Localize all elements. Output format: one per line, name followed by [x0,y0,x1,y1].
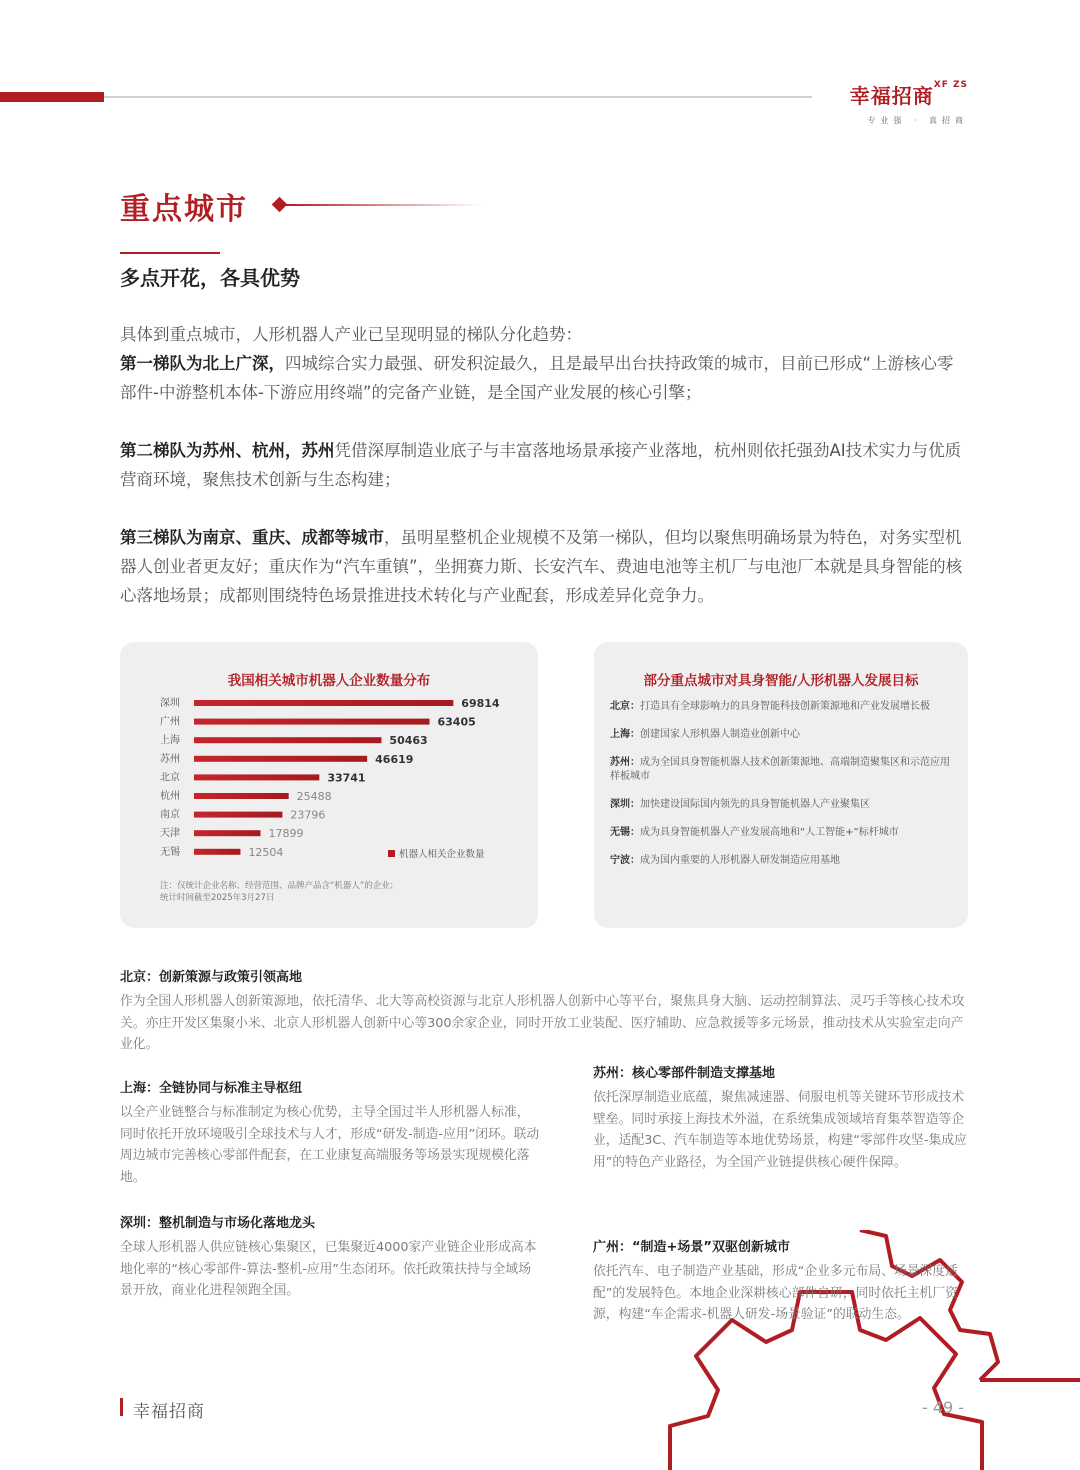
value-label: 17899 [268,827,304,841]
city-head: 广州：“制造+场景”双驱创新城市 [593,1240,790,1255]
tier3-bold: 第三梯队为南京、重庆、成都等城市 [120,528,384,547]
goal-text: 加快建设国际国内领先的具身智能机器人产业聚集区 [640,799,870,810]
tier1-text: 四城综合实力最强、研发积淀最久，且是最早出台扶持政策的城市，目前已形成“上游核心零部件-中游整机本体-下游应用终端”的完备产业链，是全国产业发展的核心引擎； [120,354,954,402]
intro-lead: 具体到重点城市，人形机器人产业已呈现明显的梯队分化趋势： [120,325,582,344]
chart-note-line2: 统计时间截至2025年3月27日 [160,893,275,903]
city-beijing [120,966,970,1056]
goals-card [594,642,968,928]
category-label: 北京 [160,772,180,784]
bar [194,812,282,818]
goal-text: 打造具有全球影响力的具身智能科技创新策源地和产业发展增长极 [640,701,930,712]
legend-label: 机器人相关企业数量 [399,849,485,860]
category-label: 深圳 [160,698,180,709]
brand-slogan: 专业强 · 真招商 [867,116,968,125]
goal-list [610,700,955,882]
category-label: 上海 [160,735,180,747]
bar [194,700,453,706]
city-head: 苏州：核心零部件制造支撑基地 [593,1066,776,1081]
goal-item [610,756,955,784]
brand-name: 幸福招商 [849,84,934,108]
value-label: 25488 [296,790,332,803]
value-label: 46619 [375,752,414,766]
category-label: 无锡 [160,846,180,858]
tier1-bold: 第一梯队为北上广深， [120,354,285,373]
intro-text [120,320,970,639]
category-label: 天津 [160,828,180,840]
city-head: 上海：全链协同与标准主导枢纽 [120,1081,303,1096]
section-title: 重点城市 [120,192,248,227]
brand-block [850,80,968,126]
bar [194,737,381,743]
city-head: 北京：创新策源与政策引领高地 [120,970,303,985]
bar-chart [120,692,538,880]
goal-item [610,700,955,714]
city-shenzhen [120,1212,540,1302]
bar [194,719,430,725]
goal-item [610,826,955,840]
bar [194,793,289,799]
intro-tier1 [120,349,970,407]
subtitle-bar [120,252,220,254]
goal-item [610,854,955,868]
goal-city: 苏州： [610,757,640,768]
bar [194,830,260,836]
goal-item [610,728,955,742]
goal-text: 成为国内重要的人形机器人研发制造应用基地 [640,855,840,866]
chart-note-line1: 注：仅统计企业名称、经营范围、品牌产品含“机器人”的企业； [160,881,399,891]
category-label: 苏州 [160,753,180,765]
value-label: 12504 [248,845,284,859]
city-body: 依托深厚制造业底蕴，聚焦减速器、伺服电机等关键环节形成技术壁垒。同时承接上海技术外溢，在系统集成领域培育集萃智造等企业，适配3C、汽车制造等本地优势场景，构建“零部件攻坚-集成应用”的特色产业路径，为全国产业链提供核心硬件保障。 [593,1090,967,1170]
goals-title: 部分重点城市对具身智能/人形机器人发展目标 [643,673,919,689]
goal-city: 上海： [610,729,640,740]
category-label: 广州 [160,716,180,728]
city-body: 全球人形机器人供应链核心集聚区，已集聚近4000家产业链企业形成高本地化率的“核心零部件-算法-整机-应用”生态闭环。依托政策扶持与全域场景开放，商业化进程领跑全国。 [120,1240,537,1298]
value-label: 23796 [290,808,326,822]
city-body: 依托汽车、电子制造产业基础，形成“企业多元布局、场景深度适配”的发展特色。本地企业深耕核心部件自研，同时依托主机厂资源，构建“车企需求-机器人研发-场景验证”的联动生态。 [593,1264,958,1322]
city-shanghai [120,1077,540,1188]
bar [194,756,367,762]
city-guangzhou [593,1236,971,1326]
bar [194,849,240,855]
chart-note [160,880,398,904]
tier2-text: 凭借深厚制造业底子与丰富落地场景承接产业落地，杭州则依托强劲AI技术实力与优质营商环境，聚焦技术创新与生态构建； [120,441,962,489]
value-label: 33741 [327,771,366,785]
title-line [286,204,482,206]
footer-brand: 幸福招商 [133,1402,205,1422]
intro-tier3 [120,523,970,610]
header-accent-bar [0,92,104,102]
category-label: 杭州 [160,791,180,802]
goal-city: 宁波： [610,855,640,866]
intro-tier2 [120,436,970,494]
section-subtitle: 多点开花，各具优势 [120,266,300,290]
bar [194,774,319,780]
goal-item [610,798,955,812]
value-label: 50463 [389,734,428,748]
goal-text: 成为具身智能机器人产业发展高地和“人工智能+”标杆城市 [640,827,899,838]
value-label: 63405 [437,715,476,729]
page-number: - 49 - [922,1398,965,1417]
chart-card [120,642,538,928]
brand-logo [850,80,968,109]
goal-city: 北京： [610,701,640,712]
goal-text: 创建国家人形机器人制造业创新中心 [640,729,800,740]
legend-swatch [388,850,395,857]
title-diamond-icon [272,197,288,213]
tier3-text: ，虽明星整机企业规模不及第一梯队，但均以聚焦明确场景为特色，对务实型机器人创业者更友好；重庆作为“汽车重镇”，坐拥赛力斯、长安汽车、费迪电池等主机厂与电池厂本就是具身智能的核心落地场景；成都则围绕特色场景推进技术转化与产业配套，形成差异化竞争力。 [120,528,963,605]
category-label: 南京 [160,809,180,821]
chart-title: 我国相关城市机器人企业数量分布 [227,673,431,689]
header-rule [104,96,812,98]
city-suzhou [593,1062,971,1173]
city-body: 以全产业链整合与标准制定为核心优势，主导全国过半人形机器人标准，同时依托开放环境吸引全球技术与人才，形成“研发-制造-应用”闭环。联动周边城市完善核心零部件配套，在工业康复高端服务等场景实现规模化落地。 [120,1105,540,1185]
goal-text: 成为全国具身智能机器人技术创新策源地、高端制造聚集区和示范应用样板城市 [610,757,950,782]
brand-sup: XF ZS [933,80,968,90]
goal-city: 深圳： [610,799,640,810]
footer-bar [120,1398,123,1416]
value-label: 69814 [461,697,500,710]
city-body: 作为全国人形机器人创新策源地，依托清华、北大等高校资源与北京人形机器人创新中心等平台，聚焦具身大脑、运动控制算法、灵巧手等核心技术攻关。亦庄开发区集聚小米、北京人形机器人创新中心等300余家企业，同时开放工业装配、医疗辅助、应急救援等多元场景，推动技术从实验室走向产业化。 [120,994,965,1052]
tier2-bold: 第二梯队为苏州、杭州，苏州 [120,441,335,460]
city-head: 深圳：整机制造与市场化落地龙头 [120,1216,316,1231]
goal-city: 无锡： [610,827,640,838]
